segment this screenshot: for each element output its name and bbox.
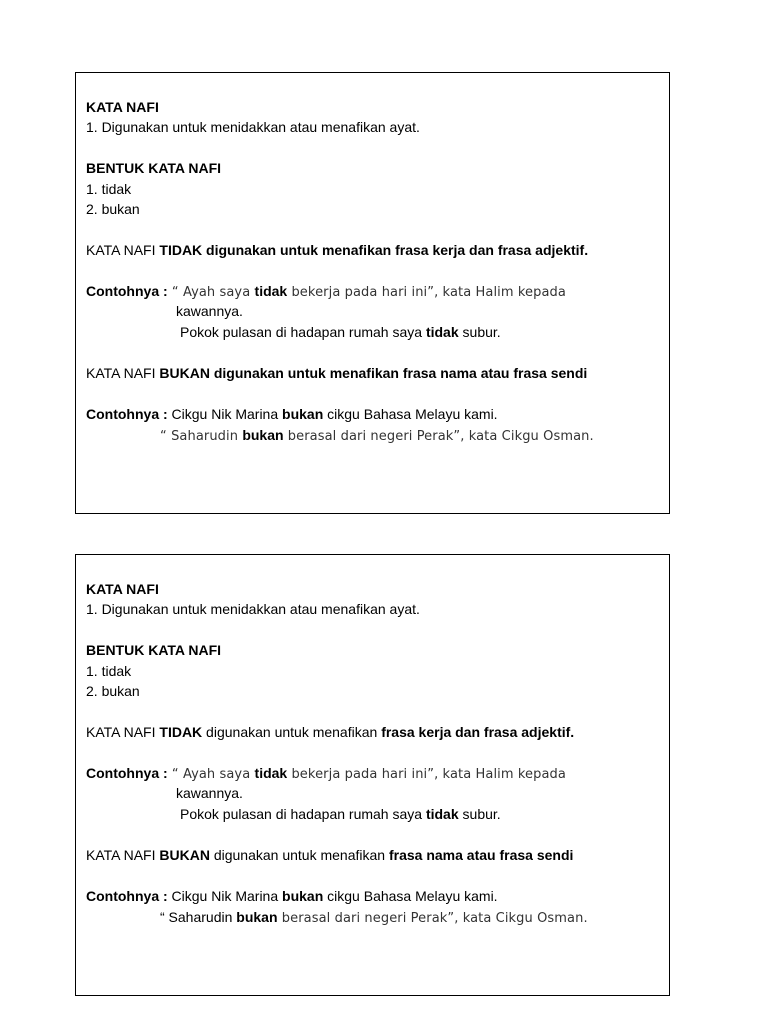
- contoh-label: Contohnya :: [86, 765, 168, 781]
- example-text: Cikgu Nik Marina: [167, 406, 283, 422]
- example-text: Cikgu Nik Marina: [167, 888, 283, 904]
- example-text: Pokok pulasan di hadapan rumah saya: [180, 324, 426, 340]
- example-text: bekerja pada hari ini”, kata Halim kepada: [287, 767, 566, 782]
- example-keyword: tidak: [425, 324, 459, 340]
- rule-mid: digunakan untuk menafikan: [202, 724, 382, 740]
- rule-prefix: KATA NAFI: [86, 242, 160, 258]
- tidak-example-2: [180, 806, 501, 822]
- example-text: berasal dari negeri Perak”, kata Cikgu Osman.: [283, 429, 594, 444]
- contoh-label: Contohnya :: [86, 888, 168, 904]
- contoh-label: Contohnya :: [86, 283, 168, 299]
- note-card-1: [75, 72, 670, 514]
- bentuk-item-tidak: 1. tidak: [86, 663, 132, 679]
- example-text: “ Ayah saya: [167, 285, 255, 300]
- rule-keyword: BUKAN: [159, 847, 210, 863]
- tidak-example-1-cont: kawannya.: [176, 785, 243, 801]
- rule-target: frasa nama atau frasa sendi: [388, 847, 574, 863]
- example-text: cikgu Bahasa Melayu kami.: [323, 888, 498, 904]
- bukan-example-2: [160, 909, 588, 927]
- example-text: subur.: [458, 806, 501, 822]
- example-text: “ Saharudin: [160, 429, 243, 444]
- rule-prefix: KATA NAFI: [86, 724, 160, 740]
- example-keyword: bukan: [236, 909, 278, 925]
- rule-keyword: TIDAK: [159, 724, 203, 740]
- rule-prefix: KATA NAFI: [86, 365, 160, 381]
- definition-line: 1. Digunakan untuk menidakkan atau menafikan ayat.: [86, 119, 420, 135]
- bentuk-item-bukan: 2. bukan: [86, 683, 140, 699]
- example-text: cikgu Bahasa Melayu kami.: [323, 406, 498, 422]
- example-keyword: bukan: [282, 406, 324, 422]
- example-keyword: tidak: [254, 283, 288, 299]
- example-text: bekerja pada hari ini”, kata Halim kepada: [287, 285, 566, 300]
- heading-kata-nafi: KATA NAFI: [86, 581, 159, 597]
- rule-target: frasa nama atau frasa sendi: [402, 365, 588, 381]
- example-keyword: bukan: [242, 427, 284, 443]
- example-text: “ Ayah saya: [167, 767, 255, 782]
- rule-keyword: TIDAK: [159, 242, 203, 258]
- tidak-example-1-cont: kawannya.: [176, 303, 243, 319]
- heading-bentuk-kata-nafi: BENTUK KATA NAFI: [86, 642, 222, 658]
- example-text: “ Saharudin: [160, 909, 237, 925]
- bukan-rule: [86, 847, 573, 863]
- tidak-example-2: [180, 324, 501, 340]
- example-text: Pokok pulasan di hadapan rumah saya: [180, 806, 426, 822]
- rule-prefix: KATA NAFI: [86, 847, 160, 863]
- note-card-2: [75, 554, 670, 996]
- example-keyword: tidak: [254, 765, 288, 781]
- rule-mid: digunakan untuk menafikan: [209, 365, 403, 381]
- bukan-rule: [86, 365, 587, 381]
- heading-bentuk-kata-nafi: BENTUK KATA NAFI: [86, 160, 222, 176]
- bukan-example-1: [86, 888, 498, 904]
- example-text: subur.: [458, 324, 501, 340]
- definition-line: 1. Digunakan untuk menidakkan atau menafikan ayat.: [86, 601, 420, 617]
- heading-kata-nafi: KATA NAFI: [86, 99, 159, 115]
- rule-mid: digunakan untuk menafikan: [209, 847, 389, 863]
- rule-target: frasa kerja dan frasa adjektif.: [395, 242, 589, 258]
- tidak-rule: [86, 724, 574, 740]
- bukan-example-1: [86, 406, 498, 422]
- rule-keyword: BUKAN: [159, 365, 210, 381]
- contoh-label: Contohnya :: [86, 406, 168, 422]
- tidak-example-1: [86, 283, 566, 301]
- bukan-example-2: [160, 427, 594, 445]
- bentuk-item-tidak: 1. tidak: [86, 181, 132, 197]
- example-keyword: bukan: [282, 888, 324, 904]
- tidak-example-1: [86, 765, 566, 783]
- example-keyword: tidak: [425, 806, 459, 822]
- tidak-rule: [86, 242, 588, 258]
- rule-mid: digunakan untuk menafikan: [202, 242, 396, 258]
- example-text: berasal dari negeri Perak”, kata Cikgu Osman.: [277, 911, 588, 926]
- bentuk-item-bukan: 2. bukan: [86, 201, 140, 217]
- rule-target: frasa kerja dan frasa adjektif.: [381, 724, 575, 740]
